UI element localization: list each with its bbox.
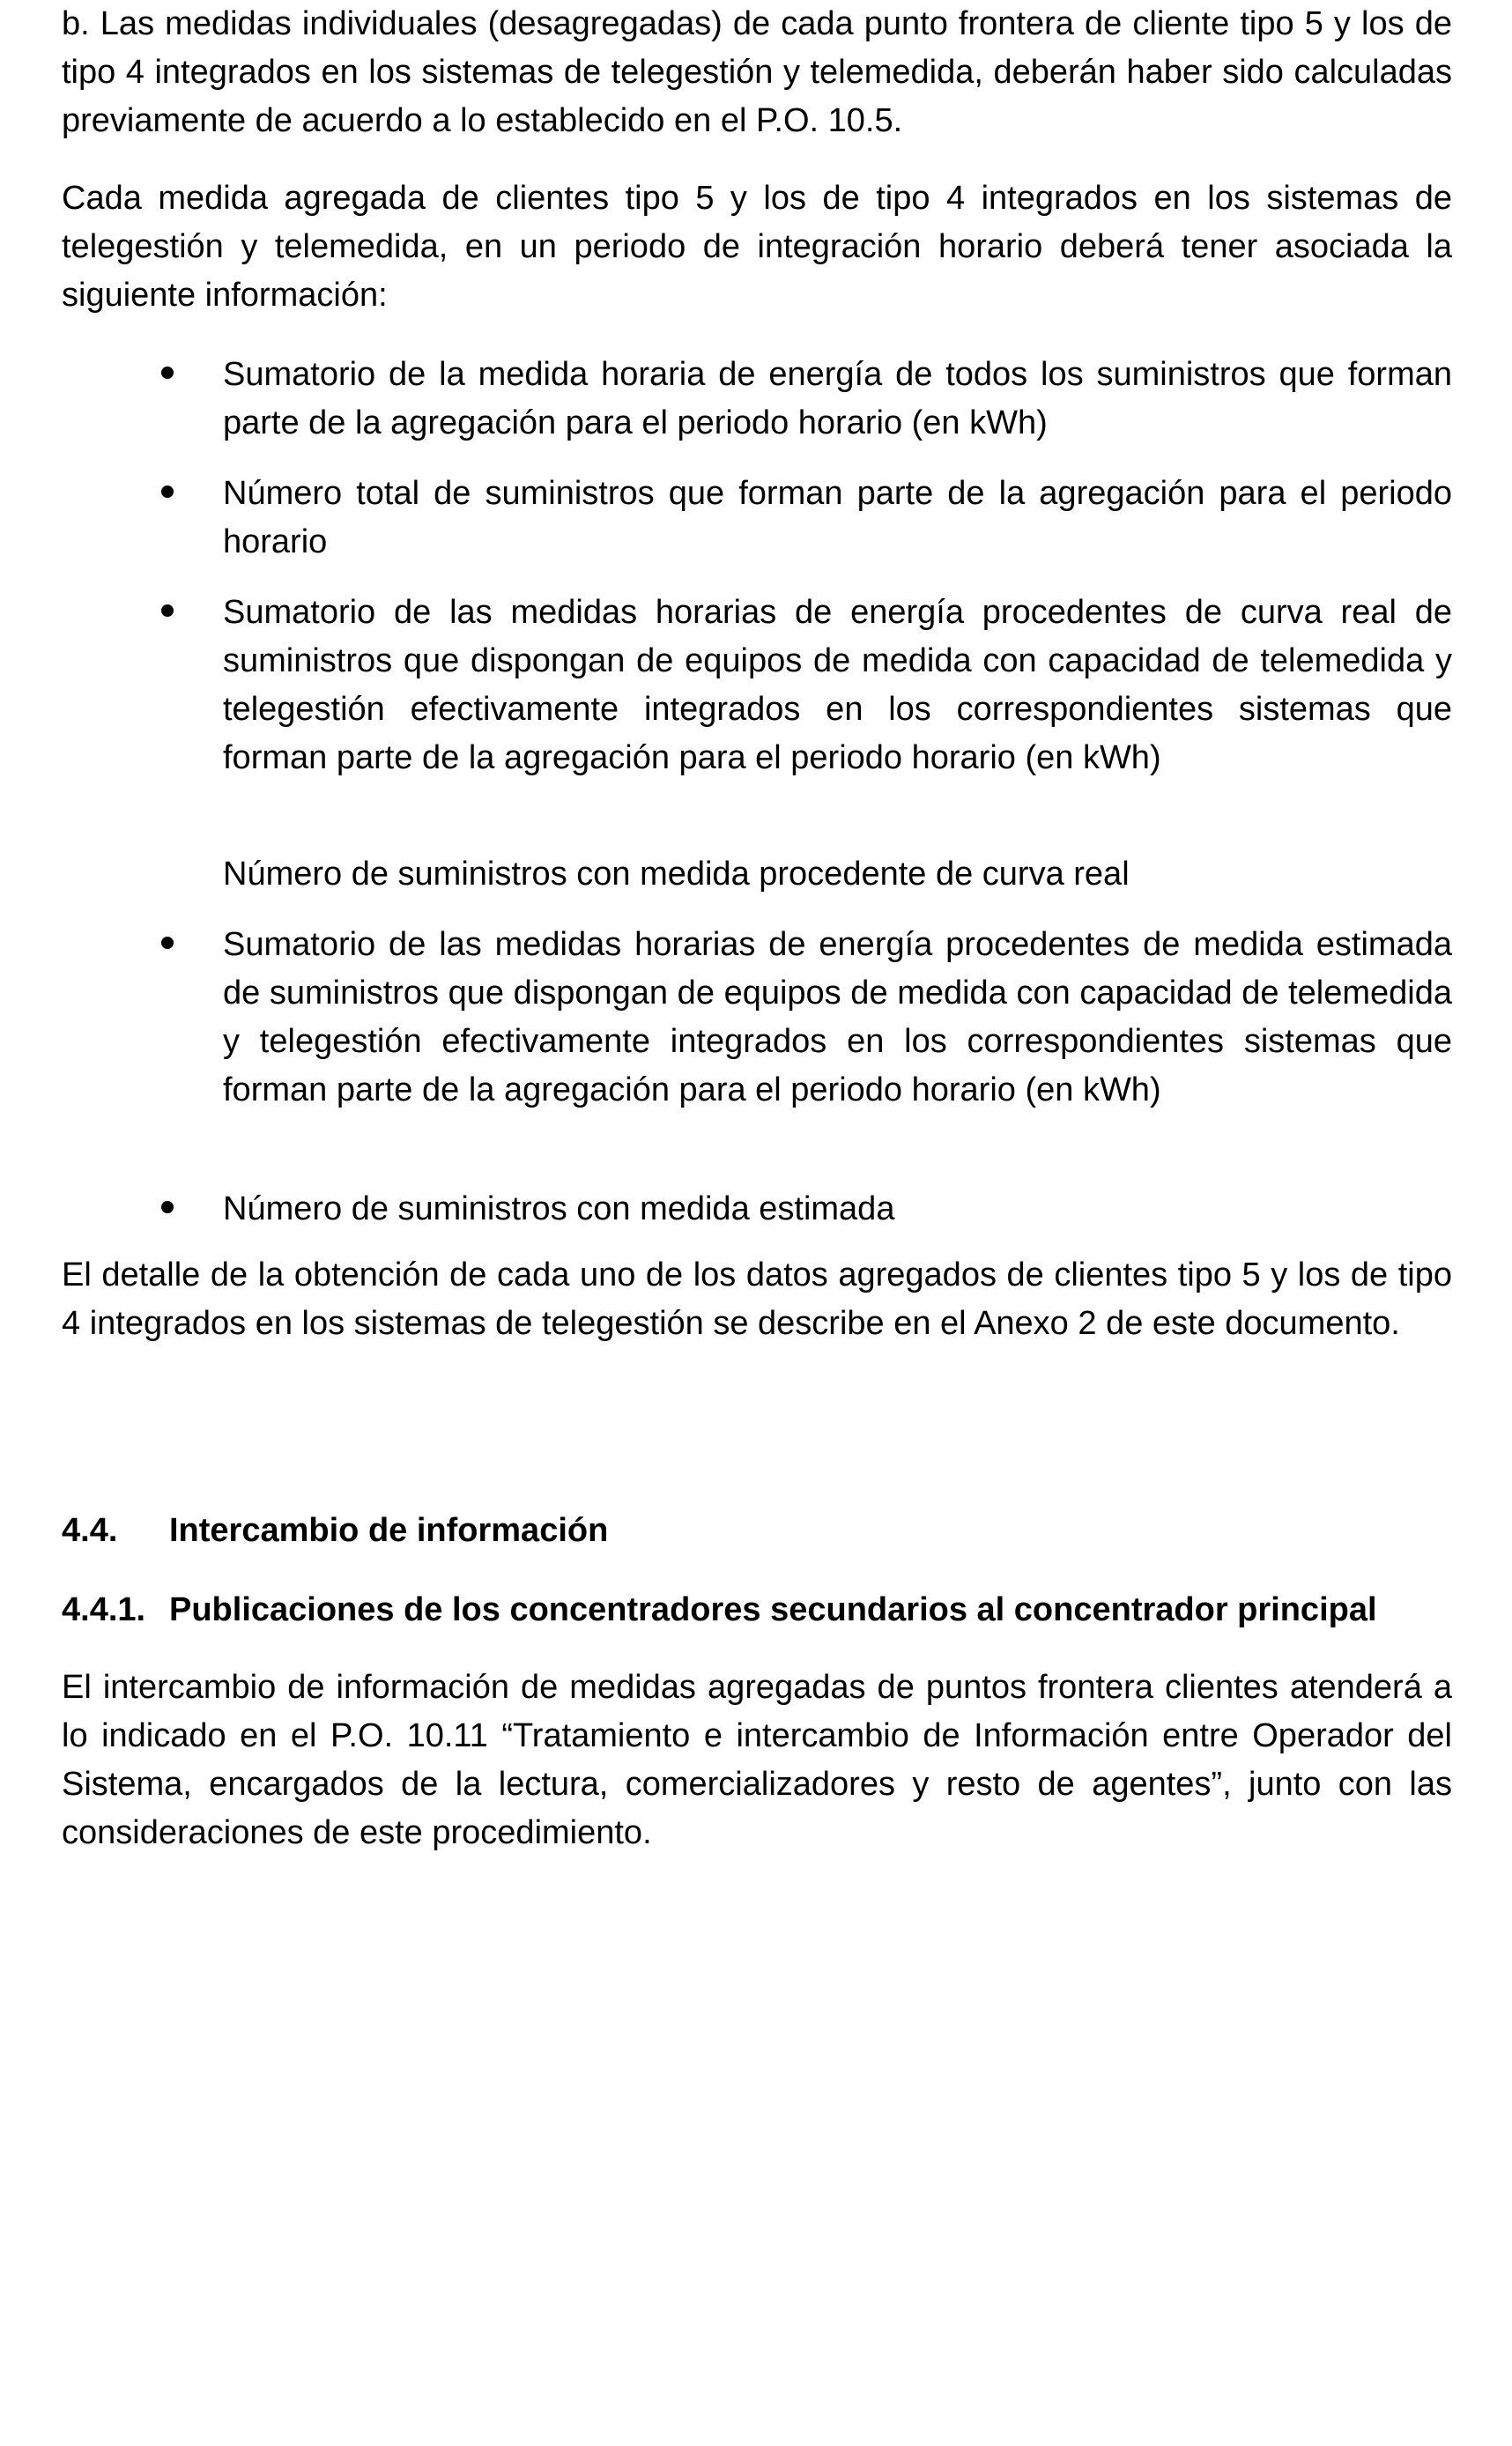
bullet-icon <box>161 367 174 379</box>
list-item <box>223 921 1452 1115</box>
bullet-icon <box>161 604 174 617</box>
paragraph-measures-individual: b. Las medidas individuales (desagregadas) de cada punto frontera de cliente tipo 5 y los de tipo 4 integrados en los sistemas de telegestión y telemedida, deberán haber sido calculadas previamente de acuerdo a lo establecido en el P.O. 10.5. <box>62 5 1452 139</box>
list-item <box>223 351 1452 448</box>
list-item-text: Sumatorio de la medida horaria de energía de todos los suministros que forman parte de la agregación para el periodo horario (en kWh) <box>223 356 1452 441</box>
bullet-icon <box>161 937 174 949</box>
paragraph-aggregated-info: Cada medida agregada de clientes tipo 5 y los de tipo 4 integrados en los sistemas de telegestión y telemedida, en un periodo de integración horario deberá tener asociada la siguiente información: <box>62 180 1452 314</box>
list-item-text: Número de suministros con medida estimada <box>223 1190 895 1227</box>
list-item-text: Número total de suministros que forman parte de la agregación para el periodo horario <box>223 475 1452 560</box>
section-title: Intercambio de información <box>169 1512 609 1549</box>
section-heading <box>62 1507 608 1555</box>
list-item <box>223 470 1452 567</box>
list-item-text: Sumatorio de las medidas horarias de energía procedentes de medida estimada de suministros que dispongan de equipos de medida con capacidad de telemedida y telegestión efectivamente integrados en los correspondientes sistemas que forman parte de la agregación para el periodo horario (en kWh) <box>223 926 1452 1108</box>
subsection-number: 4.4.1. <box>62 1591 146 1628</box>
paragraph-info-exchange: El intercambio de información de medidas agregadas de puntos frontera clientes atenderá a lo indicado en el P.O. 10.11 “Tratamiento e intercambio de Información entre Operador del Sistema, encargados de la lectura, comercializadores y resto de agentes”, junto con las consideraciones de este procedimiento. <box>62 1669 1452 1851</box>
list-item-text: Número de suministros con medida procedente de curva real <box>223 856 1130 893</box>
list-item-text: Sumatorio de las medidas horarias de energía procedentes de curva real de suministros que dispongan de equipos de medida con capacidad de telemedida y telegestión efectivamente integrados en los correspondientes sistemas que forman parte de la agregación para el periodo horario (en kWh) <box>223 594 1452 776</box>
bullet-icon <box>161 485 174 498</box>
list-item <box>223 1185 1452 1234</box>
bullet-icon <box>161 1201 174 1213</box>
paragraph-annex-detail: El detalle de la obtención de cada uno de los datos agregados de clientes tipo 5 y los de tipo 4 integrados en los sistemas de telegestión se describe en el Anexo 2 de este documento. <box>62 1256 1452 1342</box>
list-item <box>223 589 1452 782</box>
list-item <box>223 850 1452 899</box>
section-number: 4.4. <box>62 1512 118 1549</box>
subsection-title: Publicaciones de los concentradores secundarios al concentrador principal <box>169 1591 1377 1628</box>
subsection-heading <box>62 1586 1377 1634</box>
